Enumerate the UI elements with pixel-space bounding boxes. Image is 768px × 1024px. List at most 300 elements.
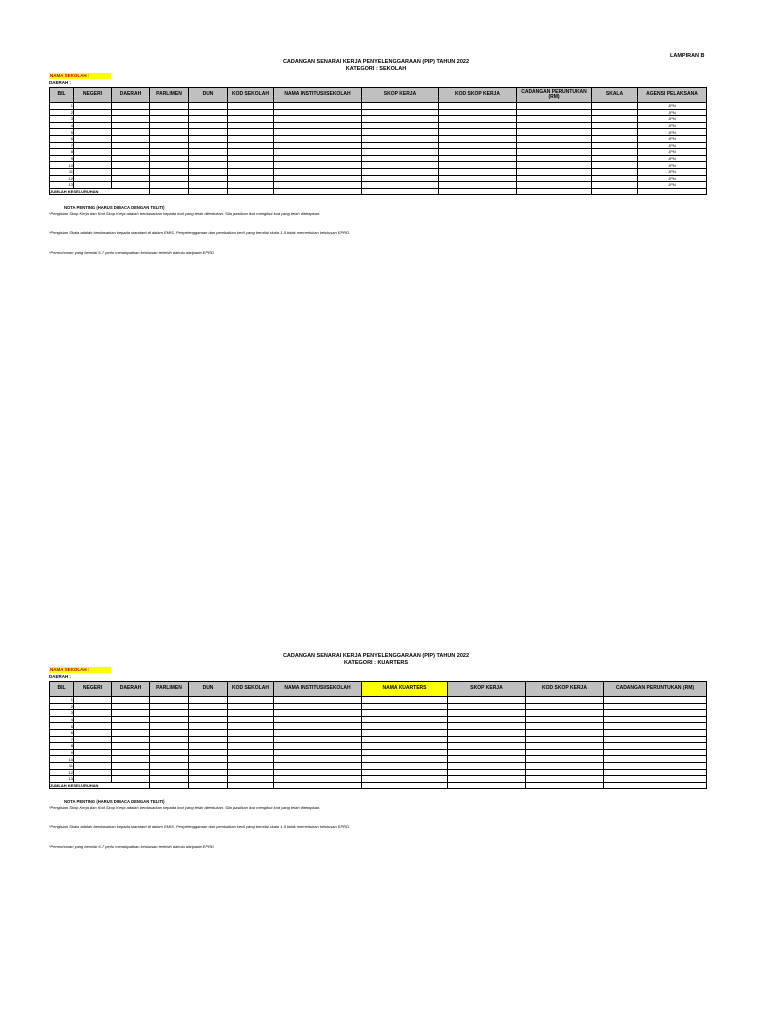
table-cell[interactable]	[517, 122, 592, 129]
table-cell[interactable]	[150, 175, 189, 182]
table-cell[interactable]	[189, 149, 228, 156]
table-cell[interactable]	[274, 716, 362, 723]
table-cell[interactable]	[112, 116, 150, 123]
table-cell[interactable]	[517, 175, 592, 182]
table-cell[interactable]	[112, 716, 150, 723]
table-cell[interactable]	[604, 769, 707, 776]
table-cell[interactable]	[439, 122, 517, 129]
table-cell[interactable]	[517, 155, 592, 162]
table-cell[interactable]	[150, 723, 189, 730]
table-cell[interactable]	[150, 756, 189, 763]
table-cell[interactable]	[112, 749, 150, 756]
table-cell[interactable]	[604, 762, 707, 769]
table-cell[interactable]	[362, 710, 448, 717]
table-cell[interactable]	[517, 149, 592, 156]
table-cell[interactable]	[150, 736, 189, 743]
table-cell[interactable]	[189, 109, 228, 116]
table-cell[interactable]	[274, 129, 362, 136]
table-cell[interactable]	[74, 182, 112, 189]
total-cell[interactable]	[362, 782, 448, 789]
table-cell[interactable]	[74, 135, 112, 142]
table-cell[interactable]	[228, 155, 274, 162]
agensi-cell[interactable]: JPN	[638, 162, 707, 169]
table-cell[interactable]	[112, 697, 150, 704]
table-cell[interactable]	[517, 162, 592, 169]
table-cell[interactable]	[74, 142, 112, 149]
table-cell[interactable]	[439, 129, 517, 136]
table-cell[interactable]	[74, 710, 112, 717]
table-cell[interactable]	[74, 103, 112, 110]
table-cell[interactable]	[274, 155, 362, 162]
table-cell[interactable]	[362, 749, 448, 756]
table-cell[interactable]	[189, 723, 228, 730]
table-cell[interactable]	[112, 776, 150, 783]
agensi-cell[interactable]: JPN	[638, 168, 707, 175]
table-cell[interactable]	[74, 729, 112, 736]
table-cell[interactable]	[228, 749, 274, 756]
table-cell[interactable]	[228, 122, 274, 129]
table-cell[interactable]	[592, 142, 638, 149]
table-cell[interactable]	[526, 703, 604, 710]
table-cell[interactable]	[274, 769, 362, 776]
table-cell[interactable]	[112, 729, 150, 736]
table-cell[interactable]	[274, 703, 362, 710]
table-cell[interactable]	[526, 710, 604, 717]
table-cell[interactable]	[150, 716, 189, 723]
table-cell[interactable]	[228, 129, 274, 136]
table-cell[interactable]	[112, 703, 150, 710]
table-cell[interactable]	[439, 149, 517, 156]
table-cell[interactable]	[112, 155, 150, 162]
table-cell[interactable]	[362, 175, 439, 182]
table-cell[interactable]	[228, 743, 274, 750]
total-cell[interactable]	[150, 188, 189, 195]
table-cell[interactable]	[362, 109, 439, 116]
table-cell[interactable]	[112, 769, 150, 776]
table-cell[interactable]	[150, 162, 189, 169]
table-cell[interactable]	[592, 103, 638, 110]
table-cell[interactable]	[228, 703, 274, 710]
table-cell[interactable]	[189, 142, 228, 149]
table-cell[interactable]	[74, 723, 112, 730]
table-cell[interactable]	[150, 710, 189, 717]
table-cell[interactable]	[150, 122, 189, 129]
table-cell[interactable]	[228, 723, 274, 730]
table-cell[interactable]	[448, 729, 526, 736]
table-row	[50, 135, 707, 142]
table-cell[interactable]	[228, 168, 274, 175]
table-cell[interactable]	[274, 109, 362, 116]
total-cell[interactable]	[189, 782, 228, 789]
table-cell[interactable]	[274, 103, 362, 110]
table-cell[interactable]	[274, 168, 362, 175]
table-cell[interactable]	[74, 756, 112, 763]
table-cell[interactable]	[228, 716, 274, 723]
table-cell[interactable]	[150, 155, 189, 162]
table-cell[interactable]	[150, 142, 189, 149]
table-cell[interactable]	[362, 756, 448, 763]
table-cell[interactable]	[74, 129, 112, 136]
table-cell[interactable]	[189, 736, 228, 743]
table-cell[interactable]	[150, 697, 189, 704]
table-cell[interactable]	[362, 743, 448, 750]
table-cell[interactable]	[604, 729, 707, 736]
table-cell[interactable]	[526, 762, 604, 769]
table-cell[interactable]	[112, 762, 150, 769]
table-cell[interactable]	[526, 749, 604, 756]
table-cell[interactable]	[439, 103, 517, 110]
table-cell[interactable]	[274, 723, 362, 730]
table-cell[interactable]	[189, 697, 228, 704]
table-cell[interactable]	[526, 743, 604, 750]
table-cell[interactable]	[274, 736, 362, 743]
total-cell[interactable]	[604, 782, 707, 789]
total-cell[interactable]	[526, 782, 604, 789]
agensi-cell[interactable]: JPN	[638, 142, 707, 149]
table-cell[interactable]	[274, 729, 362, 736]
total-cell[interactable]	[274, 782, 362, 789]
table-cell[interactable]	[112, 109, 150, 116]
table-cell[interactable]	[228, 135, 274, 142]
table-cell[interactable]	[592, 122, 638, 129]
table-cell[interactable]	[448, 697, 526, 704]
table-cell[interactable]	[150, 168, 189, 175]
table-cell[interactable]	[228, 729, 274, 736]
table-row	[50, 155, 707, 162]
total-cell[interactable]	[228, 782, 274, 789]
table-cell[interactable]	[592, 162, 638, 169]
table-cell[interactable]	[150, 116, 189, 123]
table-cell[interactable]	[112, 743, 150, 750]
table-cell[interactable]	[592, 129, 638, 136]
table-cell[interactable]	[517, 129, 592, 136]
table-cell[interactable]	[362, 168, 439, 175]
agensi-cell[interactable]: JPN	[638, 182, 707, 189]
table-cell[interactable]	[439, 155, 517, 162]
table-cell[interactable]	[526, 769, 604, 776]
table-cell[interactable]	[526, 723, 604, 730]
table-cell[interactable]	[517, 168, 592, 175]
agensi-cell[interactable]: JPN	[638, 155, 707, 162]
table-cell[interactable]	[150, 769, 189, 776]
table-cell[interactable]	[189, 129, 228, 136]
table-cell[interactable]	[189, 729, 228, 736]
table-cell[interactable]	[592, 135, 638, 142]
table-cell[interactable]	[362, 736, 448, 743]
section2-header-7: NAMA KUARTERS	[362, 682, 448, 697]
table-cell[interactable]	[74, 168, 112, 175]
table-cell[interactable]	[604, 710, 707, 717]
total-cell[interactable]	[439, 188, 517, 195]
table-cell[interactable]	[112, 122, 150, 129]
table-cell[interactable]	[526, 736, 604, 743]
table-cell[interactable]	[604, 716, 707, 723]
table-cell[interactable]	[274, 743, 362, 750]
table-cell[interactable]	[274, 762, 362, 769]
table-cell[interactable]	[189, 116, 228, 123]
table-cell[interactable]	[592, 116, 638, 123]
table-cell[interactable]	[448, 723, 526, 730]
table-cell[interactable]	[228, 776, 274, 783]
table-cell[interactable]	[189, 182, 228, 189]
table-cell[interactable]	[189, 168, 228, 175]
table-cell[interactable]	[74, 749, 112, 756]
table-cell[interactable]	[526, 776, 604, 783]
total-row	[50, 782, 707, 789]
table-cell[interactable]	[74, 175, 112, 182]
table-cell[interactable]	[448, 743, 526, 750]
table-cell[interactable]	[604, 749, 707, 756]
table-cell[interactable]	[274, 749, 362, 756]
table-cell[interactable]	[274, 116, 362, 123]
table-cell[interactable]	[112, 103, 150, 110]
table-cell[interactable]	[592, 109, 638, 116]
table-cell[interactable]	[228, 182, 274, 189]
table-cell[interactable]	[112, 142, 150, 149]
table-cell[interactable]	[448, 762, 526, 769]
table-cell[interactable]	[189, 743, 228, 750]
table-cell[interactable]	[362, 769, 448, 776]
table-cell[interactable]	[517, 142, 592, 149]
total-cell[interactable]	[362, 188, 439, 195]
row-number: 4	[50, 716, 74, 723]
table-cell[interactable]	[362, 135, 439, 142]
table-cell[interactable]	[74, 697, 112, 704]
table-cell[interactable]	[592, 175, 638, 182]
table-cell[interactable]	[74, 109, 112, 116]
table-cell[interactable]	[604, 736, 707, 743]
agensi-cell[interactable]: JPN	[638, 116, 707, 123]
table-cell[interactable]	[604, 743, 707, 750]
table-cell[interactable]	[150, 776, 189, 783]
table-cell[interactable]	[448, 756, 526, 763]
table-cell[interactable]	[274, 710, 362, 717]
agensi-cell[interactable]: JPN	[638, 109, 707, 116]
table-cell[interactable]	[228, 103, 274, 110]
table-cell[interactable]	[112, 129, 150, 136]
table-cell[interactable]	[228, 109, 274, 116]
section1-header-10: SKALA	[592, 88, 638, 103]
section1-kategori: KATEGORI : SEKOLAH	[345, 66, 407, 72]
agensi-cell[interactable]: JPN	[638, 103, 707, 110]
table-cell[interactable]	[150, 729, 189, 736]
table-cell[interactable]	[274, 776, 362, 783]
table-cell[interactable]	[439, 182, 517, 189]
table-cell[interactable]	[112, 168, 150, 175]
table-cell[interactable]	[362, 716, 448, 723]
table-cell[interactable]	[604, 697, 707, 704]
table-cell[interactable]	[228, 175, 274, 182]
table-cell[interactable]	[362, 116, 439, 123]
table-cell[interactable]	[448, 716, 526, 723]
table-cell[interactable]	[448, 703, 526, 710]
table-cell[interactable]	[362, 162, 439, 169]
table-cell[interactable]	[439, 168, 517, 175]
table-cell[interactable]	[228, 762, 274, 769]
table-cell[interactable]	[592, 155, 638, 162]
total-cell[interactable]	[448, 782, 526, 789]
total-cell[interactable]	[592, 188, 638, 195]
table-cell[interactable]	[448, 749, 526, 756]
table-cell[interactable]	[150, 135, 189, 142]
table-cell[interactable]	[439, 142, 517, 149]
agensi-cell[interactable]: JPN	[638, 135, 707, 142]
table-cell[interactable]	[228, 710, 274, 717]
table-cell[interactable]	[189, 710, 228, 717]
table-cell[interactable]	[362, 723, 448, 730]
table-cell[interactable]	[74, 122, 112, 129]
table-cell[interactable]	[150, 703, 189, 710]
table-cell[interactable]	[517, 103, 592, 110]
table-cell[interactable]	[150, 149, 189, 156]
table-cell[interactable]	[150, 103, 189, 110]
table-cell[interactable]	[228, 697, 274, 704]
table-cell[interactable]	[189, 749, 228, 756]
table-cell[interactable]	[189, 155, 228, 162]
table-cell[interactable]	[228, 162, 274, 169]
table-cell[interactable]	[150, 129, 189, 136]
table-cell[interactable]	[112, 135, 150, 142]
table-cell[interactable]	[74, 116, 112, 123]
table-cell[interactable]	[448, 776, 526, 783]
table-cell[interactable]	[228, 769, 274, 776]
table-cell[interactable]	[274, 122, 362, 129]
table-cell[interactable]	[362, 129, 439, 136]
table-cell[interactable]	[228, 116, 274, 123]
table-cell[interactable]	[604, 723, 707, 730]
table-cell[interactable]	[74, 762, 112, 769]
table-cell[interactable]	[150, 743, 189, 750]
table-cell[interactable]	[274, 162, 362, 169]
table-cell[interactable]	[274, 135, 362, 142]
table-cell[interactable]	[189, 756, 228, 763]
table-cell[interactable]	[439, 116, 517, 123]
table-cell[interactable]	[228, 756, 274, 763]
table-cell[interactable]	[517, 116, 592, 123]
section2-daerah-label: DAERAH :	[49, 674, 71, 679]
agensi-cell[interactable]: JPN	[638, 175, 707, 182]
table-cell[interactable]	[526, 697, 604, 704]
table-cell[interactable]	[274, 697, 362, 704]
table-cell[interactable]	[150, 749, 189, 756]
table-cell[interactable]	[439, 175, 517, 182]
table-cell[interactable]	[112, 182, 150, 189]
table-cell[interactable]	[228, 149, 274, 156]
table-cell[interactable]	[604, 756, 707, 763]
table-cell[interactable]	[592, 182, 638, 189]
table-cell[interactable]	[362, 776, 448, 783]
table-cell[interactable]	[189, 703, 228, 710]
total-cell[interactable]	[189, 188, 228, 195]
table-cell[interactable]	[74, 149, 112, 156]
table-cell[interactable]	[439, 109, 517, 116]
table-cell[interactable]	[274, 175, 362, 182]
table-cell[interactable]	[112, 149, 150, 156]
table-cell[interactable]	[189, 716, 228, 723]
table-cell[interactable]	[517, 135, 592, 142]
table-cell[interactable]	[189, 175, 228, 182]
table-cell[interactable]	[189, 762, 228, 769]
table-cell[interactable]	[362, 122, 439, 129]
table-cell[interactable]	[112, 162, 150, 169]
table-cell[interactable]	[228, 142, 274, 149]
table-cell[interactable]	[592, 168, 638, 175]
table-cell[interactable]	[362, 703, 448, 710]
table-cell[interactable]	[112, 175, 150, 182]
table-cell[interactable]	[189, 103, 228, 110]
table-cell[interactable]	[362, 103, 439, 110]
table-cell[interactable]	[592, 149, 638, 156]
total-cell[interactable]	[274, 188, 362, 195]
row-number: 8	[50, 149, 74, 156]
table-cell[interactable]	[448, 769, 526, 776]
table-cell[interactable]	[228, 736, 274, 743]
agensi-cell[interactable]: JPN	[638, 122, 707, 129]
table-cell[interactable]	[189, 769, 228, 776]
table-cell[interactable]	[526, 729, 604, 736]
table-cell[interactable]	[189, 135, 228, 142]
table-cell[interactable]	[362, 729, 448, 736]
table-cell[interactable]	[362, 155, 439, 162]
table-cell[interactable]	[517, 109, 592, 116]
table-cell[interactable]	[112, 710, 150, 717]
table-cell[interactable]	[150, 182, 189, 189]
table-cell[interactable]	[189, 776, 228, 783]
table-cell[interactable]	[274, 756, 362, 763]
table-cell[interactable]	[74, 769, 112, 776]
table-cell[interactable]	[439, 162, 517, 169]
agensi-cell[interactable]: JPN	[638, 129, 707, 136]
table-cell[interactable]	[517, 182, 592, 189]
table-cell[interactable]	[112, 736, 150, 743]
table-cell[interactable]	[189, 122, 228, 129]
table-cell[interactable]	[150, 762, 189, 769]
table-cell[interactable]	[189, 162, 228, 169]
total-cell[interactable]	[150, 782, 189, 789]
table-cell[interactable]	[604, 776, 707, 783]
table-cell[interactable]	[74, 716, 112, 723]
table-cell[interactable]	[362, 697, 448, 704]
table-cell[interactable]	[362, 182, 439, 189]
table-cell[interactable]	[74, 155, 112, 162]
total-cell[interactable]	[638, 188, 707, 195]
table-cell[interactable]	[604, 703, 707, 710]
table-cell[interactable]	[439, 135, 517, 142]
table-cell[interactable]	[74, 736, 112, 743]
total-cell[interactable]	[228, 188, 274, 195]
total-cell[interactable]	[517, 188, 592, 195]
table-cell[interactable]	[448, 736, 526, 743]
table-cell[interactable]	[274, 182, 362, 189]
table-cell[interactable]	[362, 149, 439, 156]
table-row	[50, 729, 707, 736]
table-cell[interactable]	[74, 743, 112, 750]
table-cell[interactable]	[362, 142, 439, 149]
table-cell[interactable]	[362, 762, 448, 769]
table-cell[interactable]	[112, 756, 150, 763]
table-cell[interactable]	[74, 703, 112, 710]
table-cell[interactable]	[274, 149, 362, 156]
table-cell[interactable]	[74, 162, 112, 169]
agensi-cell[interactable]: JPN	[638, 149, 707, 156]
table-cell[interactable]	[526, 756, 604, 763]
table-cell[interactable]	[74, 776, 112, 783]
table-cell[interactable]	[274, 142, 362, 149]
table-cell[interactable]	[526, 716, 604, 723]
table-cell[interactable]	[448, 710, 526, 717]
table-cell[interactable]	[150, 109, 189, 116]
table-cell[interactable]	[112, 723, 150, 730]
